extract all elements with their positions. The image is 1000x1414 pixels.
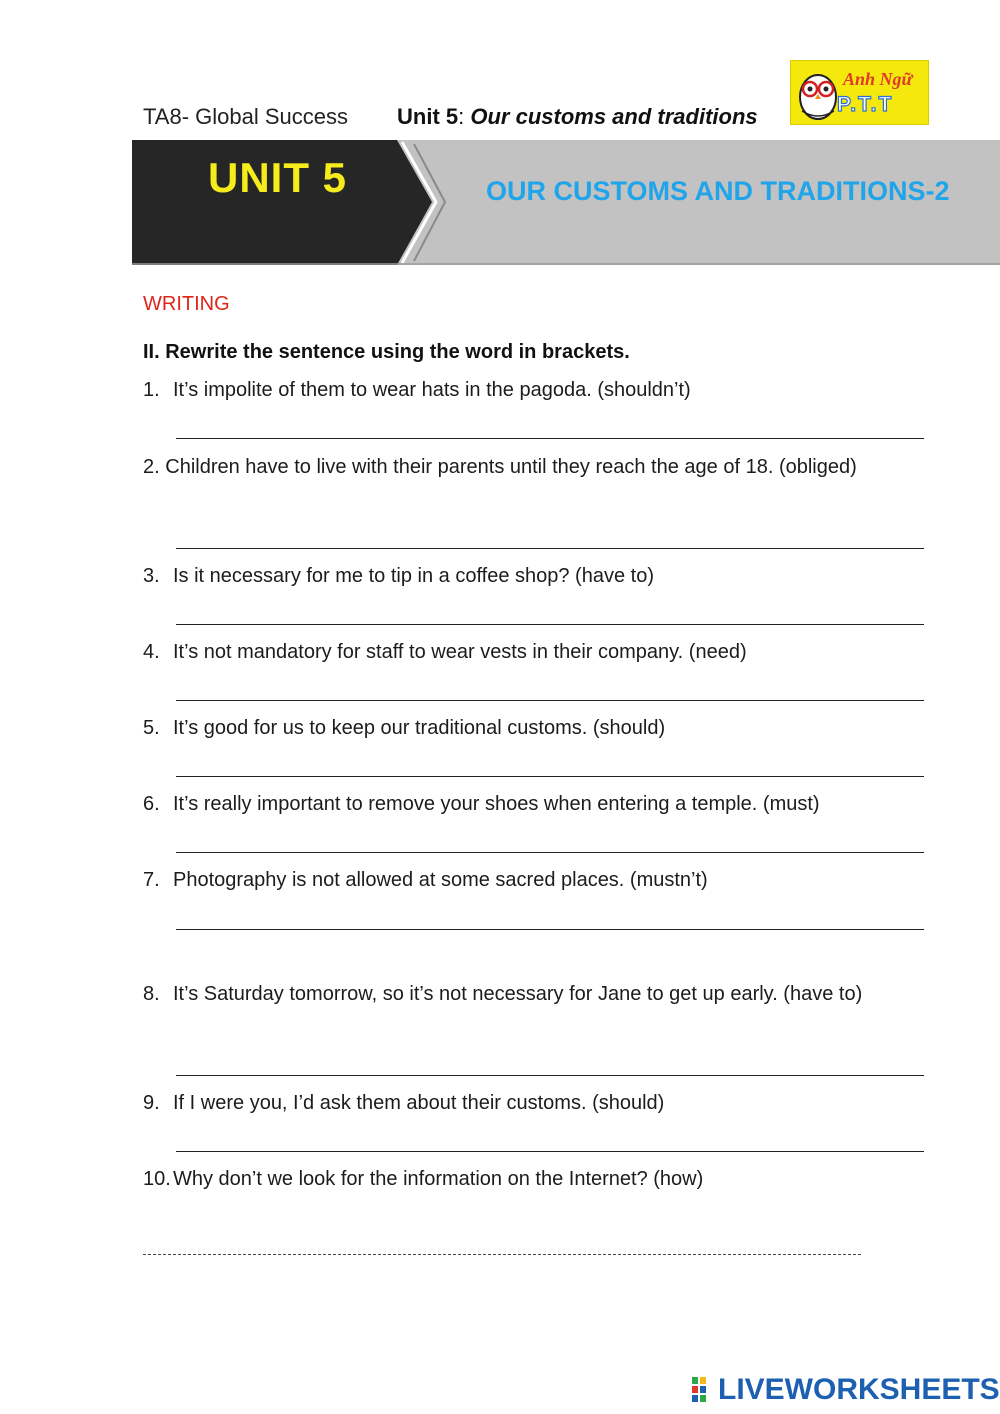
question (143, 636, 906, 669)
unit-topic: Our customs and traditions (470, 104, 758, 129)
question (143, 374, 906, 407)
question-text: It’s not mandatory for staff to wear vests in their company. (need) (173, 641, 747, 663)
answer-line[interactable] (176, 929, 924, 930)
question (143, 560, 906, 593)
question-number: 5. (143, 717, 160, 739)
question-text: If I were you, I’d ask them about their customs. (should) (173, 1092, 665, 1114)
banner-unit-label: UNIT 5 (208, 154, 348, 201)
question-number: 4. (143, 641, 160, 663)
brand-logo (790, 60, 929, 125)
question (143, 978, 906, 1011)
question-number: 8. (143, 983, 160, 1005)
question-number: 3. (143, 565, 160, 587)
answer-line[interactable] (176, 1151, 924, 1152)
question (143, 788, 906, 821)
unit-heading (397, 104, 758, 130)
unit-separator: : (458, 104, 471, 129)
question-text: It’s good for us to keep our traditional customs. (should) (173, 717, 666, 739)
question (143, 1163, 906, 1196)
question-number: 10. (143, 1168, 171, 1190)
liveworksheets-text: LIVEWORKSHEETS (718, 1373, 1000, 1406)
section-label: WRITING (143, 293, 230, 315)
banner-title: OUR CUSTOMS AND TRADITIONS-2 (486, 176, 950, 206)
question-text: Children have to live with their parents until they reach the age of 18. (obliged) (165, 456, 857, 478)
question (143, 1087, 906, 1120)
question (143, 451, 906, 484)
question-text: It’s really important to remove your shoes when entering a temple. (must) (173, 793, 820, 815)
logo-top-text: Anh Ngữ (843, 69, 913, 89)
liveworksheets-logo-icon (692, 1377, 714, 1403)
question-text: Photography is not allowed at some sacred places. (mustn’t) (173, 869, 708, 891)
question-number: 1. (143, 379, 160, 401)
answer-line[interactable] (176, 852, 924, 853)
answer-line[interactable] (176, 624, 924, 625)
instruction: II. Rewrite the sentence using the word in brackets. (143, 341, 630, 363)
question-text: It’s Saturday tomorrow, so it’s not necessary for Jane to get up early. (have to) (173, 983, 863, 1005)
unit-label: Unit 5 (397, 104, 459, 129)
question (143, 864, 906, 897)
question-text: It’s impolite of them to wear hats in the pagoda. (shouldn’t) (173, 379, 691, 401)
question-number: 2. (143, 456, 160, 478)
answer-line[interactable] (176, 438, 924, 439)
question-number: 6. (143, 793, 160, 815)
question-number: 7. (143, 869, 160, 891)
question (143, 712, 906, 745)
course-title: TA8- Global Success (143, 104, 349, 129)
answer-line[interactable] (176, 1075, 924, 1076)
logo-bottom-text: P.T.T (837, 93, 894, 116)
answer-line-dashed[interactable] (143, 1254, 861, 1255)
answer-line[interactable] (176, 700, 924, 701)
answer-line[interactable] (176, 776, 924, 777)
owl-icon (793, 63, 843, 123)
answer-line[interactable] (176, 548, 924, 549)
question-text: Is it necessary for me to tip in a coffee shop? (have to) (173, 565, 654, 587)
question-text: Why don’t we look for the information on the Internet? (how) (173, 1168, 704, 1190)
question-number: 9. (143, 1092, 160, 1114)
